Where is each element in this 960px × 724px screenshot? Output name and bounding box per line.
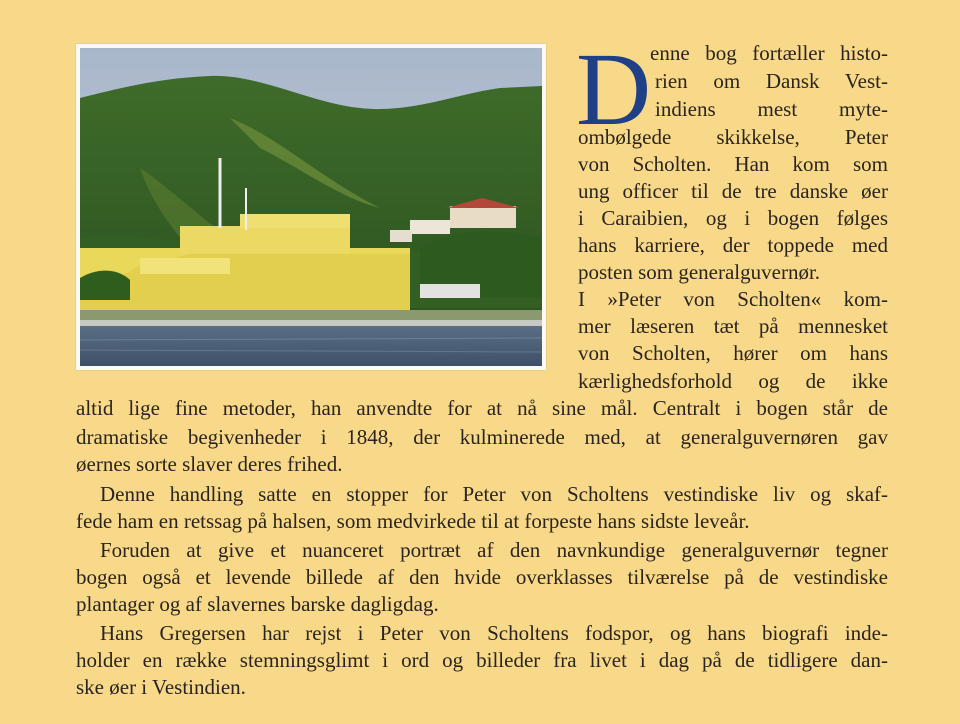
text-line: von Scholten. Han kom som <box>578 152 888 176</box>
text-line: altid lige fine metoder, han anvendte for at nå sine mål. Centralt i bogen står de <box>76 396 888 420</box>
text-line: fede ham en retssag på halsen, som medvirkede til at forpeste hans sidste leveår. <box>76 509 750 533</box>
text-line: ombølgede skikkelse, Peter <box>578 125 888 149</box>
text-line: holder en række stemningsglimt i ord og billeder fra livet i dag på de tidligere dan- <box>76 648 888 672</box>
text-line: rien om Dansk Vest- <box>655 69 888 93</box>
text-line: enne bog fortæller histo- <box>650 41 888 65</box>
fort-photograph <box>76 44 546 370</box>
drop-cap-letter: D <box>576 32 652 147</box>
text-line: Denne handling satte en stopper for Peter von Scholtens vestindiske liv og skaf- <box>100 482 888 506</box>
text-line: mer læseren tæt på mennesket <box>578 314 888 338</box>
text-line: ung officer til de tre danske øer <box>578 179 888 203</box>
text-line: kærlighedsforhold og de ikke <box>578 369 888 393</box>
text-line: øernes sorte slaver deres frihed. <box>76 452 343 476</box>
text-line: bogen også et levende billede af den hvide overklasses tilværelse på de vestindiske <box>76 565 888 589</box>
text-line: plantager og af slavernes barske dagligdag. <box>76 592 439 616</box>
text-line: Foruden at give et nuanceret portræt af den navnkundige generalguvernør tegner <box>100 538 888 562</box>
text-line: posten som generalguvernør. <box>578 260 821 284</box>
text-line: I »Peter von Scholten« kom- <box>578 287 888 311</box>
text-line: Hans Gregersen har rejst i Peter von Scholtens fodspor, og hans biografi inde- <box>100 621 888 645</box>
text-line: von Scholten, hører om hans <box>578 341 888 365</box>
text-line: indiens mest myte- <box>655 97 888 121</box>
text-line: ske øer i Vestindien. <box>76 675 246 699</box>
fort-photo-image <box>80 48 542 366</box>
text-line: dramatiske begivenheder i 1848, der kulminerede med, at generalguvernøren gav <box>76 425 888 449</box>
text-line: hans karriere, der toppede med <box>578 233 888 257</box>
text-line: i Caraibien, og i bogen følges <box>578 206 888 230</box>
